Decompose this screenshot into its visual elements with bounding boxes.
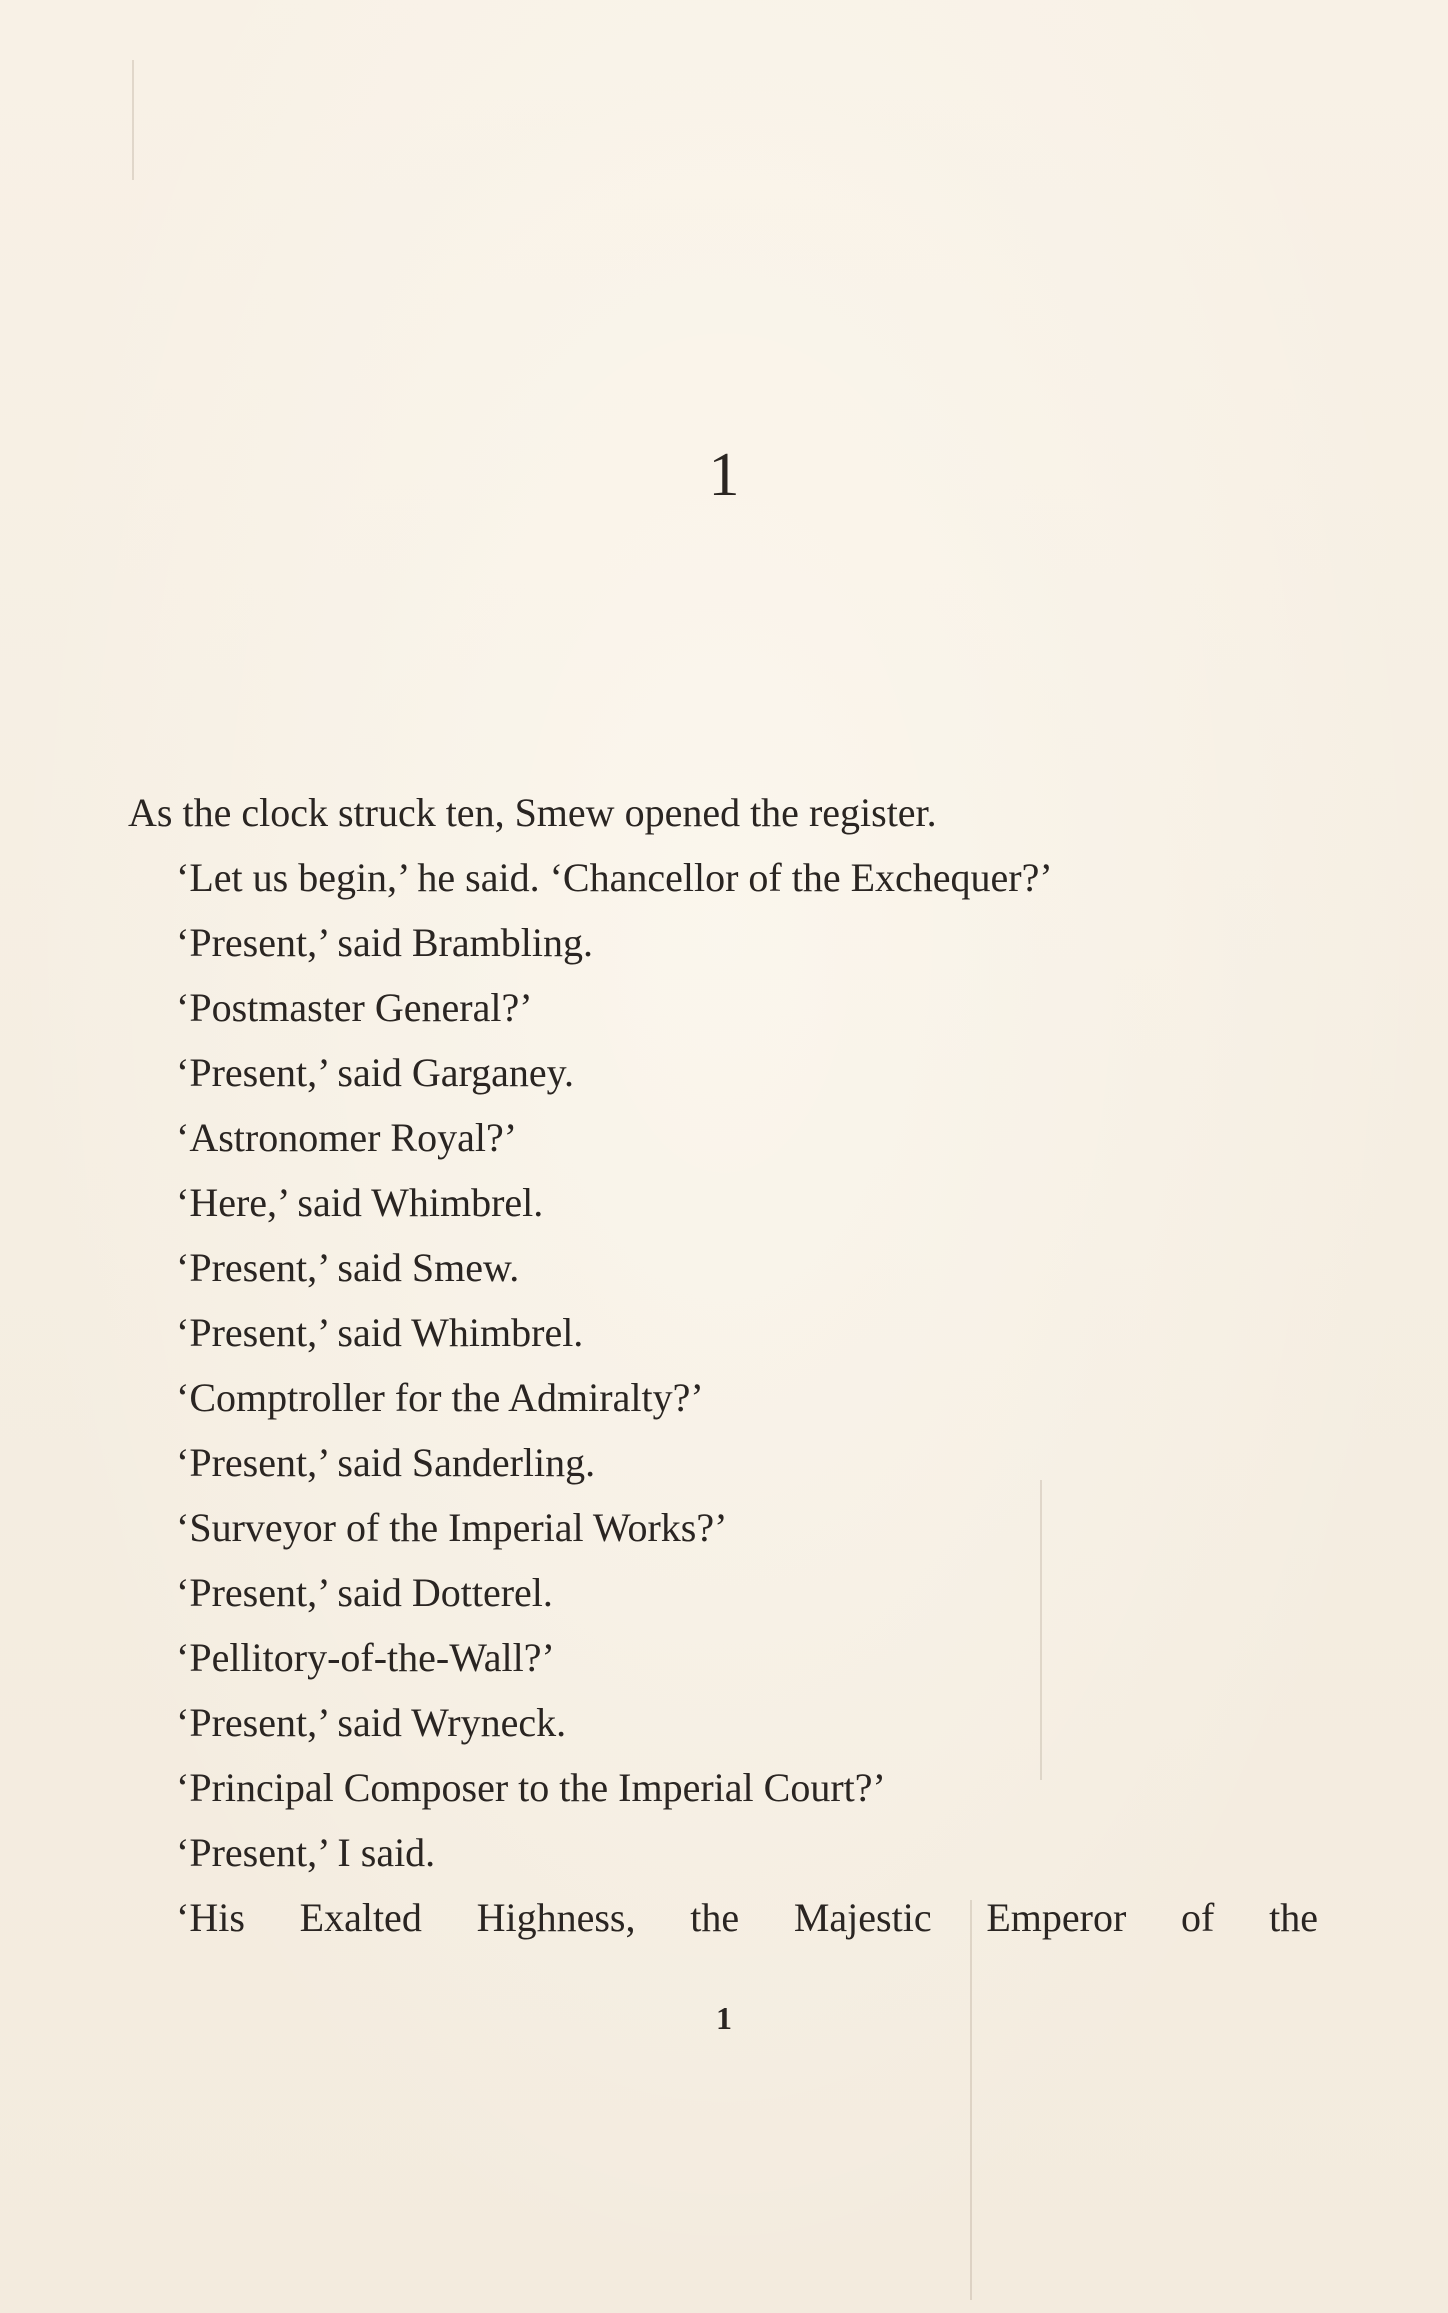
paragraph: ‘Present,’ said Brambling. xyxy=(176,920,593,965)
paragraph: ‘Postmaster General?’ xyxy=(176,985,533,1030)
paragraph: ‘Present,’ said Wryneck. xyxy=(176,1700,567,1745)
paragraph: ‘Present,’ said Garganey. xyxy=(176,1050,575,1095)
paragraph: ‘Present,’ said Whimbrel. xyxy=(176,1310,584,1355)
paragraph: ‘Present,’ I said. xyxy=(176,1830,436,1875)
body-text xyxy=(128,780,1318,1950)
page-number: 1 xyxy=(716,2000,732,2036)
paragraph: ‘Comptroller for the Admiralty?’ xyxy=(176,1375,704,1420)
chapter-number: 1 xyxy=(708,441,740,509)
paragraph: ‘Principal Composer to the Imperial Court?’ xyxy=(176,1765,886,1810)
page-crease-mark xyxy=(132,60,134,180)
page-crease-mark xyxy=(970,1900,972,2300)
paragraph: As the clock struck ten, Smew opened the register. xyxy=(128,790,937,835)
paragraph: ‘Present,’ said Smew. xyxy=(176,1245,520,1290)
paragraph: ‘His Exalted Highness, the Majestic Emperor of the xyxy=(176,1895,1318,1940)
paragraph: ‘Astronomer Royal?’ xyxy=(176,1115,518,1160)
paragraph: ‘Present,’ said Sanderling. xyxy=(176,1440,596,1485)
paragraph: ‘Surveyor of the Imperial Works?’ xyxy=(176,1505,728,1550)
paragraph: ‘Pellitory-of-the-Wall?’ xyxy=(176,1635,555,1680)
paragraph: ‘Present,’ said Dotterel. xyxy=(176,1570,553,1615)
paragraph: ‘Here,’ said Whimbrel. xyxy=(176,1180,544,1225)
paragraph: ‘Let us begin,’ he said. ‘Chancellor of the Exchequer?’ xyxy=(176,855,1053,900)
